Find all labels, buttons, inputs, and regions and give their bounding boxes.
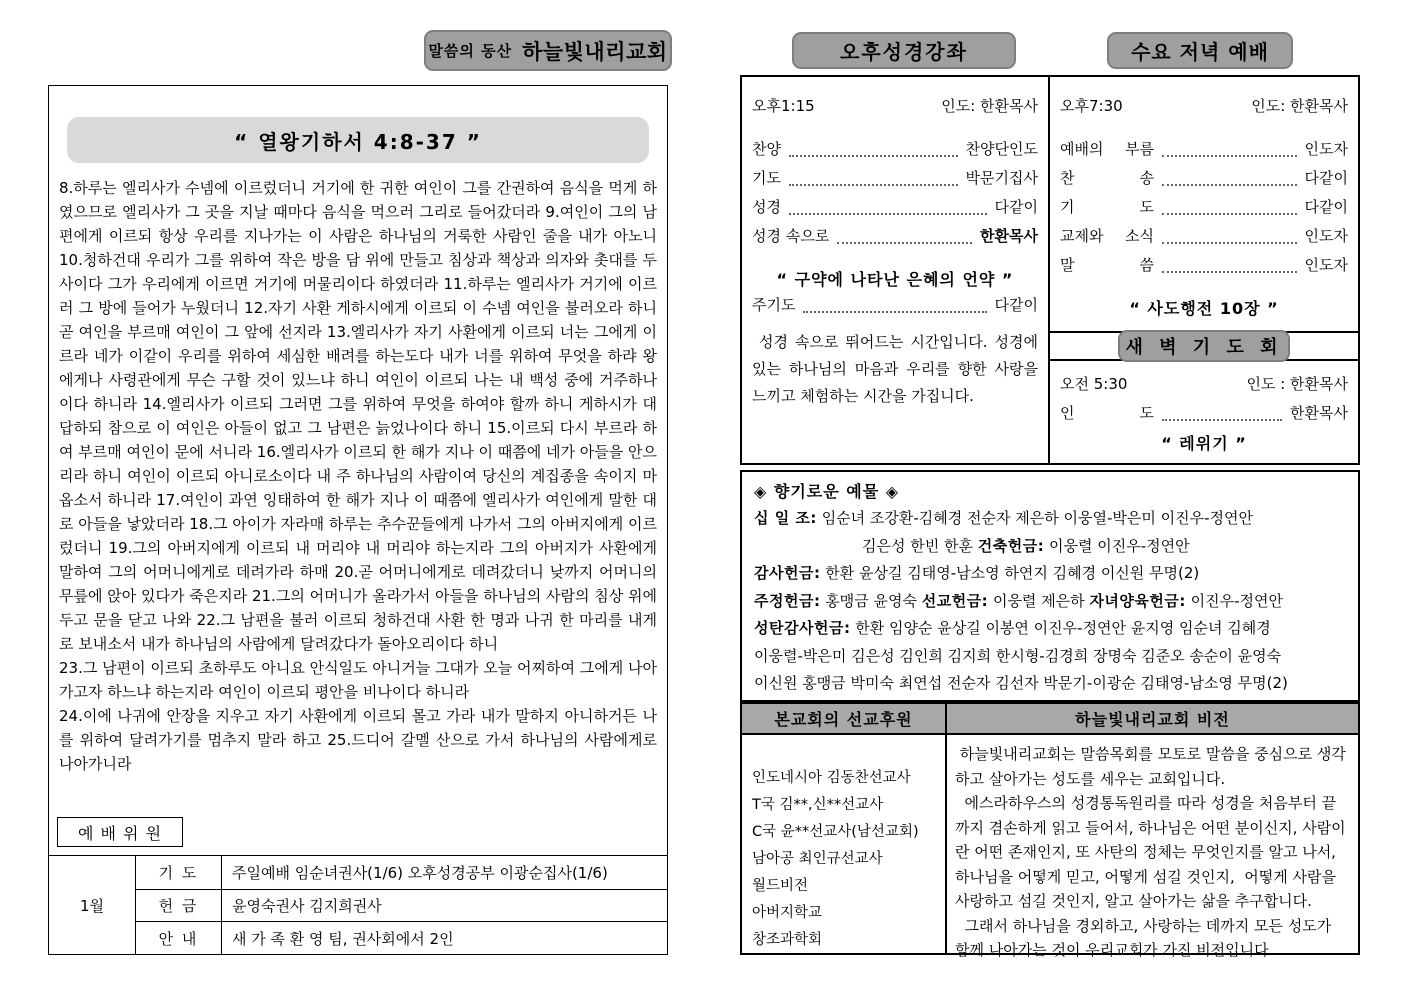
afternoon-lecture-column bbox=[742, 77, 1050, 463]
dotted-leader bbox=[1162, 419, 1282, 421]
program-item-value: 다같이 bbox=[1304, 198, 1348, 216]
program-row bbox=[752, 225, 1038, 254]
dotted-leader bbox=[1162, 184, 1297, 186]
committee-row-label: 안 내 bbox=[135, 921, 221, 954]
service-order-table bbox=[740, 75, 1360, 465]
offering-names: 김은성 한빈 한훈 bbox=[862, 536, 978, 555]
offering-category-label: 주정헌금: bbox=[754, 591, 821, 610]
dotted-leader bbox=[803, 311, 986, 313]
mission-vision-body-row bbox=[742, 735, 1358, 959]
program-item-value: 인도자 bbox=[1304, 227, 1348, 245]
offering-line bbox=[754, 533, 1346, 561]
wednesday-time: 오후7:30 bbox=[1060, 97, 1123, 115]
program-item-value: 인도자 bbox=[1304, 256, 1348, 274]
offering-line bbox=[754, 560, 1346, 588]
offering-names: 한환 임양순 윤상길 이봉연 이진우-정연안 윤지영 임순녀 김혜경 bbox=[850, 619, 1271, 637]
offering-line bbox=[754, 588, 1346, 616]
program-row bbox=[1060, 138, 1348, 167]
offering-category-label: 십 일 조: bbox=[754, 509, 817, 527]
program-item-label: 주기도 bbox=[752, 296, 796, 314]
lecture-time: 오후1:15 bbox=[752, 97, 815, 115]
program-item-label: 기도 bbox=[752, 169, 781, 187]
paragraph: 에스라하우스의 성경통독원리를 따라 성경을 처음부터 끝까지 겸손하게 읽고 들어서, 하나님은 어떤 분이신지, 사람이란 어떤 존재인지, 또 사탄의 정체는 무엇인지를 알고 나서, 하나님을 어떻게 믿고, 어떻게 섬길 것인지, 어떻게 사람을 사랑하고 섬길 것인지, 알고 살아가는 삶을 추구합니다. bbox=[955, 794, 1346, 910]
wednesday-program-rows bbox=[1060, 138, 1348, 283]
scripture-body bbox=[59, 176, 657, 776]
offering-names: 이웅렬 이진우-정연안 bbox=[1044, 536, 1190, 555]
dotted-leader bbox=[1162, 213, 1297, 215]
program-item-label: 인 도 bbox=[1060, 404, 1154, 422]
wednesday-sermon-title: “ 사도행전 10장 ” bbox=[1129, 299, 1279, 318]
wednesday-leader: 인도: 한환목사 bbox=[1251, 97, 1348, 115]
dawn-time-row bbox=[1060, 373, 1348, 394]
offering-names: 임순녀 조강환-김혜경 전순자 제은하 이웅열-박은미 이진우-정연안 bbox=[816, 509, 1254, 527]
mission-item: 창조과학회 bbox=[752, 932, 823, 948]
mission-item: T국 김**,신**선교사 bbox=[752, 797, 884, 813]
offering-category-label: 선교헌금: bbox=[921, 591, 989, 610]
dotted-leader bbox=[837, 242, 972, 244]
dotted-leader bbox=[789, 155, 958, 157]
mission-item: 남아공 최인규선교사 bbox=[752, 851, 883, 867]
wednesday-worship-header: 수요 저녁 예배 bbox=[1107, 32, 1293, 69]
offering-line bbox=[754, 615, 1346, 643]
dawn-prayer-band bbox=[1050, 331, 1358, 361]
program-row bbox=[1060, 225, 1348, 254]
paragraph: 8.하루는 엘리사가 수넴에 이르렀더니 거기에 한 귀한 여인이 그를 간권하여 음식을 먹게 하였으므로 엘리사가 그 곳을 지날 때마다 음식을 먹으러 그리로 들어갔더라 9.여인이 그의 남편에게 이르되 항상 우리를 지나가는 이 사람은 하나님의 거룩한 사람인 줄을 내가 아노니 10.청하건대 우리가 그를 위하여 작은 방을 담 위에 만들고 침상과 책상과 의자와 촛대를 두사이다 그가 우리에게 이르면 거기에 머물리이다 하였더라 11.하루는 엘리사가 거기에 이르러 그 방에 들어가 누웠더니 12.자기 사환 게하시에게 이르되 이 수넴 여인을 불러오라 하니 곧 여인을 부르매 여인이 그 앞에 선지라 13.엘리사가 자기 사환에게 이르되 너는 그에게 이르라 네가 이같이 우리를 위하여 세심한 배려를 하는도다 내가 너를 위하여 무엇을 하랴 왕에게나 사령관에게 무슨 구할 것이 있느냐 하니 여인이 이르되 나는 내 백성 중에 거주하나이다 하니라 14.엘리사가 이르되 그러면 그를 위하여 무엇을 하여야 할까 하니 게하시가 대답하되 참으로 이 여인은 아들이 없고 그 남편은 늙었나이다 하니 15.이르되 다시 부르라 하여 부르매 여인이 문에 서니라 16.엘리사가 이르되 한 해가 지나 이 때쯤에 네가 아들을 안으리라 하니 여인이 이르되 아니로소이다 내 주 하나님의 사람이여 당신의 계집종을 속이지 마옵소서 하니라 17.여인이 과연 잉태하여 한 해가 지나 이 때쯤에 엘리사가 여인에게 말한 대로 아들을 낳았더라 18.그 아이가 자라매 하루는 추수꾼들에게 나가서 그의 아버지에게 이르렀더니 19.그의 아버지에게 이르되 내 머리야 내 머리야 하는지라 그의 아버지가 사환에게 말하여 그의 어머니에게로 데려가라 하매 20.곧 어머니에게로 데려갔더니 낮까지 어머니의 무릎에 앉아 있다가 죽은지라 21.그의 어머니가 올라가서 아들을 하나님의 사람의 침상 위에 두고 문을 닫고 나와 22.그 남편을 불러 이르되 청하건대 사환 한 명과 나귀 한 마리를 내게로 보내소서 내가 하나님의 사람에게 달려갔다가 돌아오리이다 하니 bbox=[59, 179, 657, 653]
offering-names: 홍맹금 윤영숙 bbox=[820, 591, 922, 610]
offering-names: 이웅렬 제은하 bbox=[988, 591, 1090, 610]
committee-row-label: 헌 금 bbox=[135, 889, 221, 922]
program-item-label: 예배의 부름 bbox=[1060, 140, 1154, 158]
mission-item: 아버지학교 bbox=[752, 905, 823, 921]
afternoon-lecture-header: 오후성경강좌 bbox=[792, 32, 1016, 69]
mission-vision-table bbox=[740, 702, 1360, 959]
church-motto: 말씀의 동산 bbox=[428, 42, 513, 60]
committee-month-cell: 1월 bbox=[79, 896, 105, 915]
offering-category-label: 성탄감사헌금: bbox=[754, 619, 851, 637]
program-item-label: 찬양 bbox=[752, 140, 781, 158]
mission-vision-header-row bbox=[742, 704, 1358, 735]
mission-item: 인도네시아 김동찬선교사 bbox=[752, 770, 911, 786]
program-row bbox=[752, 196, 1038, 225]
dotted-leader bbox=[1162, 271, 1297, 273]
lecture-description: 성경 속으로 뛰어드는 시간입니다. 성경에 있는 하나님의 마음과 우리를 향한 사랑을 느끼고 체험하는 시간을 가집니다. bbox=[752, 333, 1043, 405]
offering-line bbox=[754, 670, 1346, 698]
dotted-leader bbox=[789, 213, 987, 215]
wednesday-time-row bbox=[1060, 95, 1348, 116]
vision-header-cell: 하늘빛내리교회 비전 bbox=[947, 704, 1358, 733]
program-item-value: 박문기집사 bbox=[965, 169, 1038, 187]
lecture-leader: 인도: 한환목사 bbox=[941, 97, 1038, 115]
mission-list bbox=[742, 735, 947, 953]
offerings-panel bbox=[740, 470, 1360, 702]
worship-committee-table bbox=[48, 855, 668, 955]
offerings-title: ◈ 향기로운 예물 ◈ bbox=[754, 482, 900, 501]
program-item-label: 성경 속으로 bbox=[752, 227, 830, 245]
lecture-time-row bbox=[752, 95, 1038, 116]
offering-category-label: 건축헌금: bbox=[977, 536, 1045, 555]
program-item-value: 한환목사 bbox=[1290, 404, 1348, 422]
offering-category-label: 자녀양육헌금: bbox=[1089, 591, 1186, 610]
paragraph: 23.그 남편이 이르되 초하루도 아니요 안식일도 아니거늘 그대가 오늘 어찌하여 그에게 나아가고자 하느냐 하는지라 여인이 이르되 평안을 비나이다 하니라 bbox=[59, 659, 657, 701]
committee-row-value: 주일예배 임순녀권사(1/6) 오후성경공부 이광순집사(1/6) bbox=[221, 856, 667, 889]
lecture-sermon-title: “ 구약에 나타난 은혜의 언약 ” bbox=[776, 270, 1014, 289]
offering-names: 한환 윤상길 김태영-남소영 하연지 김혜경 이신원 무명(2) bbox=[820, 564, 1200, 582]
paragraph: 하늘빛내리교회는 말씀목회를 모토로 말씀을 중심으로 생각하고 살아가는 성도를 세우는 교회입니다. bbox=[955, 745, 1346, 788]
program-item-label: 성경 bbox=[752, 198, 781, 216]
scripture-panel bbox=[48, 85, 668, 955]
program-item-value: 한환목사 bbox=[980, 227, 1038, 245]
program-item-label: 교제와 소식 bbox=[1060, 227, 1154, 245]
offering-names: 이진우-정연안 bbox=[1185, 591, 1284, 610]
vision-text bbox=[947, 735, 1358, 959]
mission-item: C국 윤**선교사(남선교회) bbox=[752, 824, 919, 840]
program-row bbox=[1060, 196, 1348, 225]
program-item-value: 인도자 bbox=[1304, 140, 1348, 158]
program-item-label: 기 도 bbox=[1060, 198, 1154, 216]
program-row bbox=[752, 294, 1038, 323]
offering-names: 이신원 홍맹금 박미숙 최연섭 전순자 김선자 박문기-이광순 김태영-남소영 무명(2) bbox=[754, 674, 1288, 692]
committee-row-value: 윤영숙권사 김지희권사 bbox=[221, 889, 667, 922]
program-item-value: 다같이 bbox=[1304, 169, 1348, 187]
program-item-value: 다같이 bbox=[994, 296, 1038, 314]
mission-header-cell: 본교회의 선교후원 bbox=[742, 704, 947, 733]
lecture-program-rows2 bbox=[752, 294, 1038, 323]
worship-committee-label: 예 배 위 원 bbox=[57, 817, 183, 847]
program-row bbox=[1060, 167, 1348, 196]
program-row bbox=[752, 167, 1038, 196]
offering-line bbox=[754, 643, 1346, 671]
scripture-title: “ 열왕기하서 4:8-37 ” bbox=[67, 117, 649, 163]
dotted-leader bbox=[1162, 242, 1297, 244]
dawn-time: 오전 5:30 bbox=[1060, 375, 1128, 393]
program-item-label: 찬 송 bbox=[1060, 169, 1154, 187]
committee-row-value: 새 가 족 환 영 팀, 권사회에서 2인 bbox=[221, 921, 667, 954]
program-item-value: 찬양단인도 bbox=[965, 140, 1038, 158]
dotted-leader bbox=[789, 184, 958, 186]
paragraph: 그래서 하나님을 경외하고, 사랑하는 데까지 모든 성도가 함께 나아가는 것이 우리교회가 가진 비전입니다. bbox=[955, 916, 1336, 959]
dawn-leader: 인도 : 한환목사 bbox=[1246, 375, 1348, 393]
program-row bbox=[752, 138, 1038, 167]
program-item-label: 말 씀 bbox=[1060, 256, 1154, 274]
dotted-leader bbox=[1162, 155, 1297, 157]
paragraph: 24.이에 나귀에 안장을 지우고 자기 사환에게 이르되 몰고 가라 내가 말하지 아니하거든 나를 위하여 달려가기를 멈추지 말라 하고 25.드디어 갈멜 산으로 가서 하나님의 사람에게로 나아가니라 bbox=[59, 707, 657, 773]
offering-names: 이웅렬-박은미 김은성 김인희 김지희 한시형-김경희 장명숙 김준오 송순이 윤영숙 bbox=[754, 646, 1282, 665]
church-name: 하늘빛내리교회 bbox=[522, 39, 668, 64]
program-row bbox=[1060, 254, 1348, 283]
church-header-badge bbox=[424, 30, 672, 71]
program-row bbox=[1060, 402, 1348, 431]
offering-line bbox=[754, 505, 1346, 533]
dawn-program-rows bbox=[1060, 402, 1348, 431]
program-item-value: 다같이 bbox=[994, 198, 1038, 216]
dawn-prayer-header: 새 벽 기 도 회 bbox=[1118, 330, 1290, 362]
dawn-sermon-title: “ 레위기 ” bbox=[1161, 434, 1247, 453]
mission-item: 월드비전 bbox=[752, 878, 809, 894]
offerings-lines bbox=[754, 505, 1346, 698]
lecture-program-rows bbox=[752, 138, 1038, 254]
offering-category-label: 감사헌금: bbox=[754, 564, 821, 582]
wednesday-worship-column bbox=[1050, 77, 1358, 463]
committee-row-label: 기 도 bbox=[135, 856, 221, 889]
